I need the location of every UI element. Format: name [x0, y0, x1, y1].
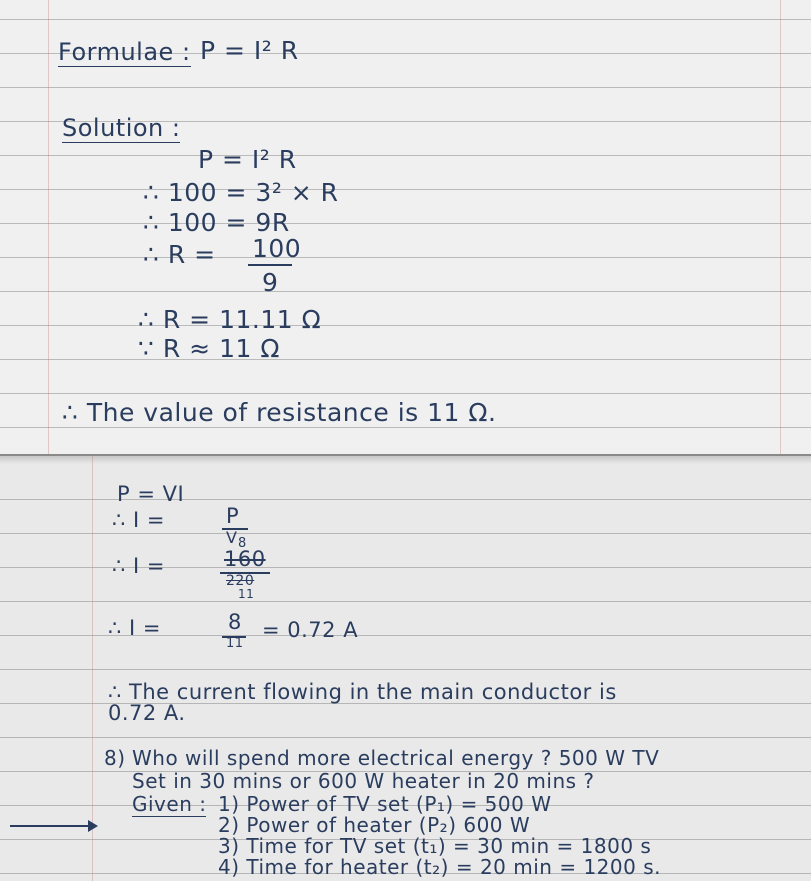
fraction-160: 160 — [224, 547, 266, 571]
equation-i-prefix-3: ∴ I = — [108, 616, 162, 640]
fraction-8: 8 — [228, 610, 242, 634]
cancel-over-8: 8 — [238, 536, 247, 551]
page-shadow — [0, 456, 811, 464]
equation-line-5: ∴ R = 11.11 Ω — [138, 305, 322, 334]
fraction-220: 220 — [226, 573, 255, 589]
formula: P = I² R — [200, 36, 299, 65]
solution-label: Solution : — [62, 114, 181, 142]
given-item-4: 4) Time for heater (t₂) = 20 min = 1200 s. — [218, 855, 661, 879]
notebook-page-bottom — [0, 456, 811, 881]
fraction-denominator: 9 — [262, 268, 279, 297]
margin-line — [48, 0, 49, 454]
question-number: 8) — [104, 746, 126, 770]
equation-line-3: ∴ 100 = 9R — [143, 208, 290, 237]
conclusion-resistance: ∴ The value of resistance is 11 Ω. — [62, 398, 497, 427]
fraction-bar — [248, 264, 292, 266]
given-label: Given : — [132, 792, 207, 816]
given-item-3: 3) Time for TV set (t₁) = 30 min = 1800 s — [218, 834, 652, 858]
equation-i-prefix: ∴ I = — [112, 508, 166, 532]
question-line-2: Set in 30 mins or 600 W heater in 20 mins ? — [132, 769, 595, 793]
formula-label: Formulae : — [58, 38, 191, 66]
fraction-v: V — [226, 528, 238, 547]
equation-line-1: P = I² R — [198, 145, 297, 174]
cancel-under-11: 11 — [238, 587, 255, 601]
margin-line — [780, 0, 781, 454]
conclusion-current-1: ∴ The current flowing in the main conductor is — [108, 680, 617, 704]
equation-line-6: ∵ R ≈ 11 Ω — [138, 334, 280, 363]
given-item-2: 2) Power of heater (P₂) 600 W — [218, 813, 531, 837]
question-line-1: Who will spend more electrical energy ? 500 W TV — [132, 746, 660, 770]
equation-line-4: ∴ R = — [143, 240, 216, 269]
arrow-icon — [10, 825, 96, 827]
equation-p-vi: P = VI — [117, 482, 185, 506]
margin-line — [92, 456, 93, 881]
conclusion-current-2: 0.72 A. — [108, 701, 186, 725]
fraction-11: 11 — [226, 636, 244, 651]
equation-line-2: ∴ 100 = 3² × R — [143, 178, 339, 207]
given-item-1: 1) Power of TV set (P₁) = 500 W — [218, 792, 552, 816]
result-current: = 0.72 A — [262, 618, 359, 642]
fraction-numerator: 100 — [252, 234, 302, 263]
equation-i-prefix-2: ∴ I = — [112, 554, 166, 578]
fraction-p: P — [226, 504, 240, 528]
